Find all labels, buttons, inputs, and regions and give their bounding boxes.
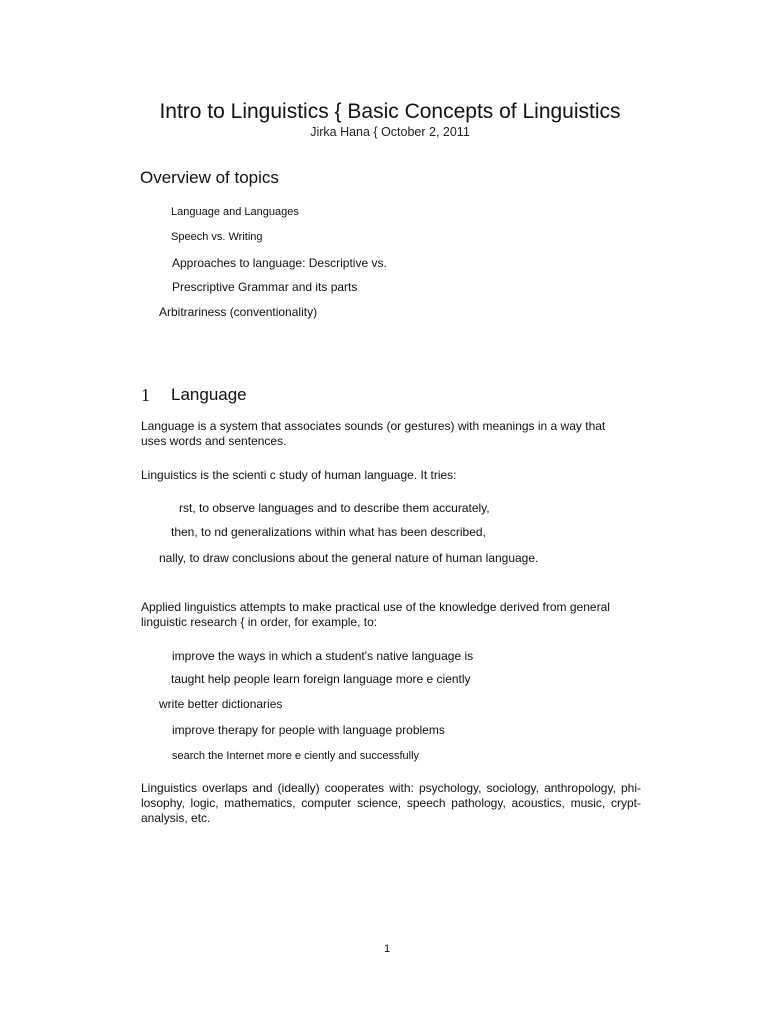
section-number: 1 — [141, 385, 150, 405]
document-title: Intro to Linguistics { Basic Concepts of Linguistics — [159, 100, 621, 123]
overview-item: Arbitrariness (conventionality) — [159, 305, 318, 319]
list-item: search the Internet more e ciently and successfully — [172, 750, 420, 762]
list-item: improve therapy for people with language problems — [172, 723, 445, 737]
page-number: 1 — [384, 943, 391, 955]
overview-item: Prescriptive Grammar and its parts — [172, 280, 358, 294]
author-date: Jirka Hana { October 2, 2011 — [310, 125, 470, 139]
list-item: taught help people learn foreign language more e ciently — [171, 672, 471, 686]
paragraph: Linguistics overlaps and (ideally) cooperates with: psychology, sociology, anthropology, phi-losophy, logic, mathematics, computer science, speech pathology, acoustics, music, crypt-analysis, etc. — [141, 781, 641, 825]
list-item: rst, to observe languages and to describe them accurately, — [179, 501, 490, 515]
paragraph: Linguistics is the scienti c study of human language. It tries: — [141, 468, 457, 482]
overview-item: Speech vs. Writing — [171, 231, 263, 243]
list-item: nally, to draw conclusions about the general nature of human language. — [159, 551, 539, 565]
paragraph: Applied linguistics attempts to make practical use of the knowledge derived from general linguistic research { in order, for example, to: — [141, 600, 610, 629]
overview-heading: Overview of topics — [140, 168, 279, 187]
paragraph: Language is a system that associates sounds (or gestures) with meanings in a way that uses words and sentences. — [141, 419, 606, 448]
overview-item: Approaches to language: Descriptive vs. — [172, 256, 387, 270]
overview-item: Language and Languages — [171, 206, 299, 218]
section-heading: Language — [171, 385, 247, 404]
list-item: write better dictionaries — [159, 697, 283, 711]
list-item: improve the ways in which a student's native language is — [172, 649, 474, 663]
list-item: then, to nd generalizations within what has been described, — [171, 525, 486, 539]
